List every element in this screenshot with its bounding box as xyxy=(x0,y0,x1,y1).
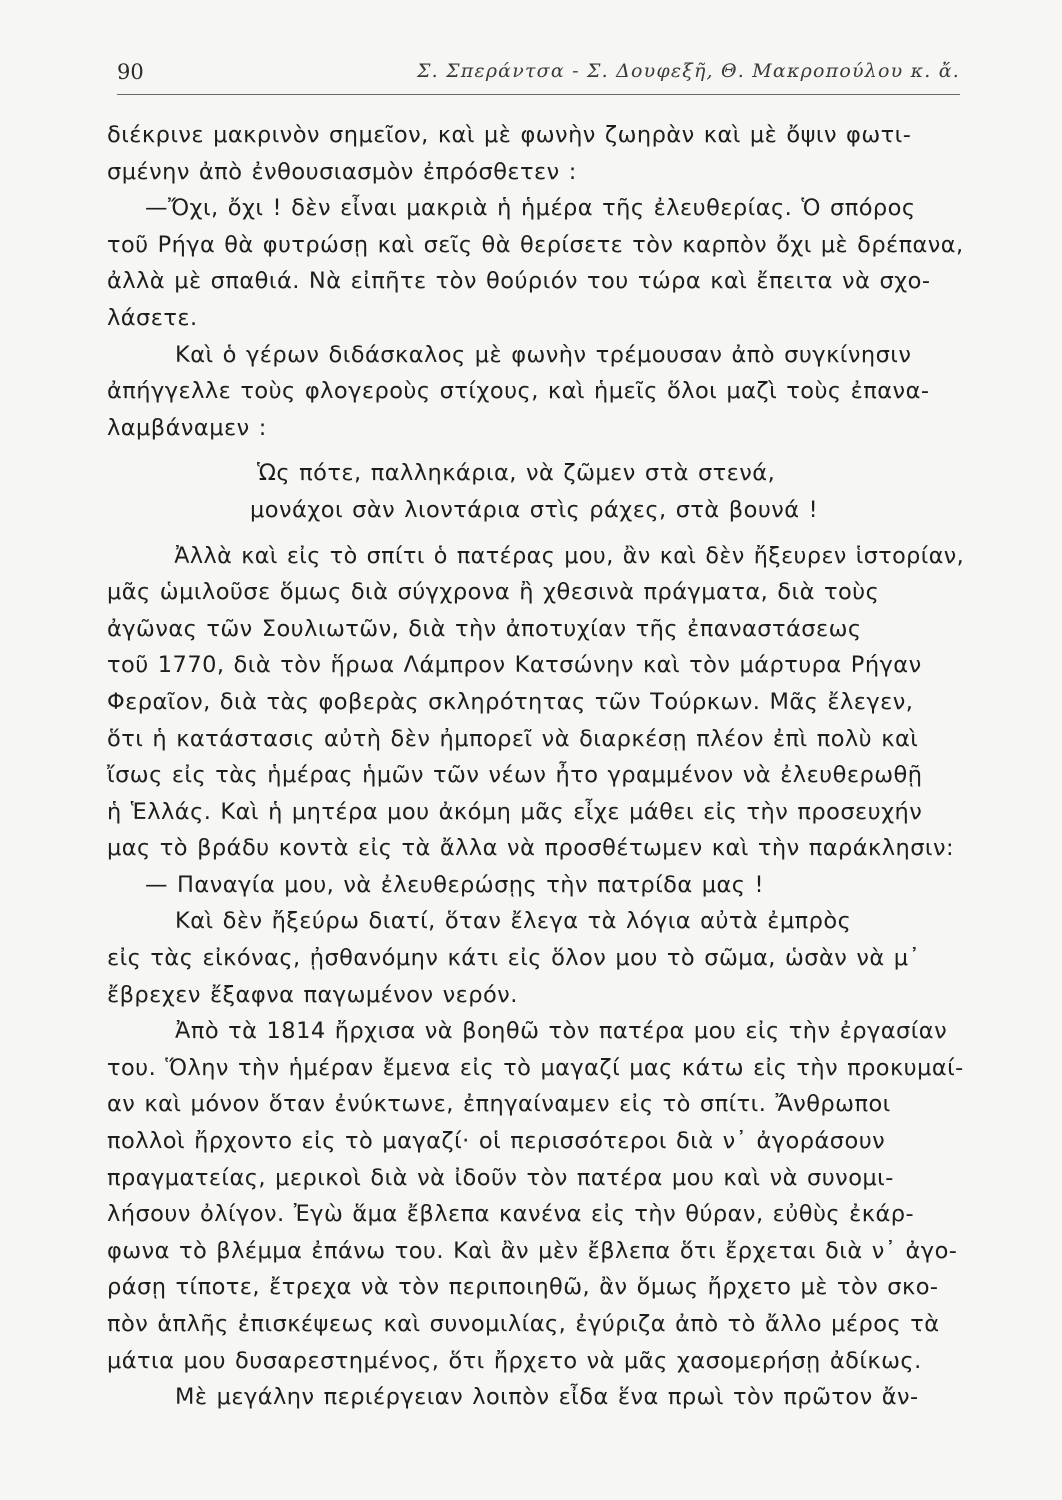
text-line: μας τὸ βράδυ κοντὰ εἰς τὰ ἄλλα νὰ προσθέτωμεν καὶ τὴν παράκλησιν: xyxy=(107,835,955,862)
paragraph-start-line: Ἀλλὰ καὶ εἰς τὸ σπίτι ὁ πατέρας μου, ἂν καὶ δὲν ἤξευρεν ἱστορίαν, xyxy=(174,542,965,569)
text-line: μᾶς ὡμιλοῦσε ὅμως διὰ σύγχρονα ἢ χθεσινὰ πράγματα, διὰ τοὺς xyxy=(107,579,880,606)
text-line: πὸν ἁπλῆς ἐπισκέψεως καὶ συνομιλίας, ἐγύριζα ἀπὸ τὸ ἄλλο μέρος τὰ xyxy=(107,1311,940,1337)
text-line: αν καὶ μόνον ὅταν ἐνύκτωνε, ἐπηγαίναμεν εἰς τὸ σπίτι. Ἄνθρωποι xyxy=(107,1091,891,1118)
paragraph-start-line: Μὲ μεγάλην περιέργειαν λοιπὸν εἶδα ἕνα πρωὶ τὸν πρῶτον ἄν- xyxy=(175,1384,919,1411)
text-line: ὅτι ἡ κατάστασις αὐτὴ δὲν ἠμπορεῖ νὰ διαρκέσῃ πλέον ἐπὶ πολὺ καὶ xyxy=(107,725,919,752)
text-line: φωνα τὸ βλέμμα ἐπάνω του. Καὶ ἂν μὲν ἔβλεπα ὅτι ἔρχεται διὰ ν᾽ ἀγο- xyxy=(107,1237,958,1264)
text-line: ἔβρεχεν ἔξαφνα παγωμένον νερόν. xyxy=(107,981,518,1008)
text-line: σμένην ἀπὸ ἐνθουσιασμὸν ἐπρόσθετεν : xyxy=(107,158,577,185)
running-title: Σ. Σπεράντσα - Σ. Δουφεξῆ, Θ. Μακροπούλου κ. ἄ. xyxy=(416,60,960,82)
text-line: πραγματείας, μερικοὶ διὰ νὰ ἰδοῦν τὸν πατέρα μου καὶ νὰ συνομι- xyxy=(107,1164,894,1191)
verse-line: μονάχοι σὰν λιοντάρια στὶς ράχες, στὰ βουνά ! xyxy=(250,496,819,523)
text-line: τοῦ Ρήγα θὰ φυτρώσῃ καὶ σεῖς θὰ θερίσετε τὸν καρπὸν ὄχι μὲ δρέπανα, xyxy=(107,231,964,258)
text-line: λάσετε. xyxy=(107,304,198,331)
running-head xyxy=(117,54,960,95)
text-line: ἡ Ἑλλάς. Καὶ ἡ μητέρα μου ἀκόμη μᾶς εἶχε μάθει εἰς τὴν προσευχήν xyxy=(107,798,923,825)
dialogue-line: —Ὄχι, ὄχι ! δὲν εἶναι μακριὰ ἡ ἡμέρα τῆς ἐλευθερίας. Ὁ σπόρος xyxy=(145,195,916,222)
body-text xyxy=(107,117,964,1416)
paragraph-start-line: Καὶ ὁ γέρων διδάσκαλος μὲ φωνὴν τρέμουσαν ἀπὸ συγκίνησιν xyxy=(175,341,912,368)
text-line: μάτια μου δυσαρεστημένος, ὅτι ἤρχετο νὰ μᾶς χασομερήσῃ ἀδίκως. xyxy=(107,1347,922,1374)
text-line: Φεραῖον, διὰ τὰς φοβερὰς σκληρότητας τῶν Τούρκων. Μᾶς ἔλεγεν, xyxy=(107,688,914,715)
text-line: του. Ὅλην τὴν ἡμέραν ἔμενα εἰς τὸ μαγαζί μας κάτω εἰς τὴν προκυμαί- xyxy=(107,1054,964,1081)
text-line: ἀλλὰ μὲ σπαθιά. Νὰ εἰπῆτε τὸν θούριόν του τώρα καὶ ἔπειτα νὰ σχο- xyxy=(107,268,931,295)
page-number: 90 xyxy=(117,60,144,84)
text-line: λαμβάναμεν : xyxy=(107,414,267,441)
dialogue-line: — Παναγία μου, νὰ ἐλευθερώσῃς τὴν πατρίδα μας ! xyxy=(145,871,765,898)
paragraph-start-line: Καὶ δὲν ἤξεύρω διατί, ὅταν ἔλεγα τὰ λόγια αὐτὰ ἐμπρὸς xyxy=(175,908,852,935)
text-line: ἴσως εἰς τὰς ἡμέρας ἡμῶν τῶν νέων ἦτο γραμμένον νὰ ἐλευθερωθῇ xyxy=(107,762,923,789)
text-line: εἰς τὰς εἰκόνας, ᾐσθανόμην κάτι εἰς ὅλον μου τὸ σῶμα, ὡσὰν νὰ μ᾽ xyxy=(107,945,921,972)
text-line: ράσῃ τίποτε, ἔτρεχα νὰ τὸν περιποιηθῶ, ἂν ὅμως ἤρχετο μὲ τὸν σκο- xyxy=(107,1274,939,1301)
text-line: ἀπήγγελλε τοὺς φλογεροὺς στίχους, καὶ ἡμεῖς ὅλοι μαζὶ τοὺς ἐπανα- xyxy=(107,378,930,405)
text-line: ἀγῶνας τῶν Σουλιωτῶν, διὰ τὴν ἀποτυχίαν τῆς ἐπαναστάσεως xyxy=(107,615,862,642)
text-line: διέκρινε μακρινὸν σημεῖον, καὶ μὲ φωνὴν ζωηρὰν καὶ μὲ ὄψιν φωτι- xyxy=(107,122,912,148)
paragraph-start-line: Ἀπὸ τὰ 1814 ἤρχισα νὰ βοηθῶ τὸν πατέρα μου εἰς τὴν ἐργασίαν xyxy=(175,1018,948,1045)
text-line: λήσουν ὀλίγον. Ἐγὼ ἅμα ἔβλεπα κανένα εἰς τὴν θύραν, εὐθὺς ἐκάρ- xyxy=(107,1201,915,1228)
verse-line: Ὡς πότε, παλληκάρια, νὰ ζῶμεν στὰ στενά, xyxy=(257,460,776,487)
text-line: πολλοὶ ἤρχοντο εἰς τὸ μαγαζί· οἱ περισσότεροι διὰ ν᾽ ἀγοράσουν xyxy=(107,1128,886,1155)
text-line: τοῦ 1770, διὰ τὸν ἥρωα Λάμπρον Κατσώνην καὶ τὸν μάρτυρα Ρήγαν xyxy=(107,652,922,679)
